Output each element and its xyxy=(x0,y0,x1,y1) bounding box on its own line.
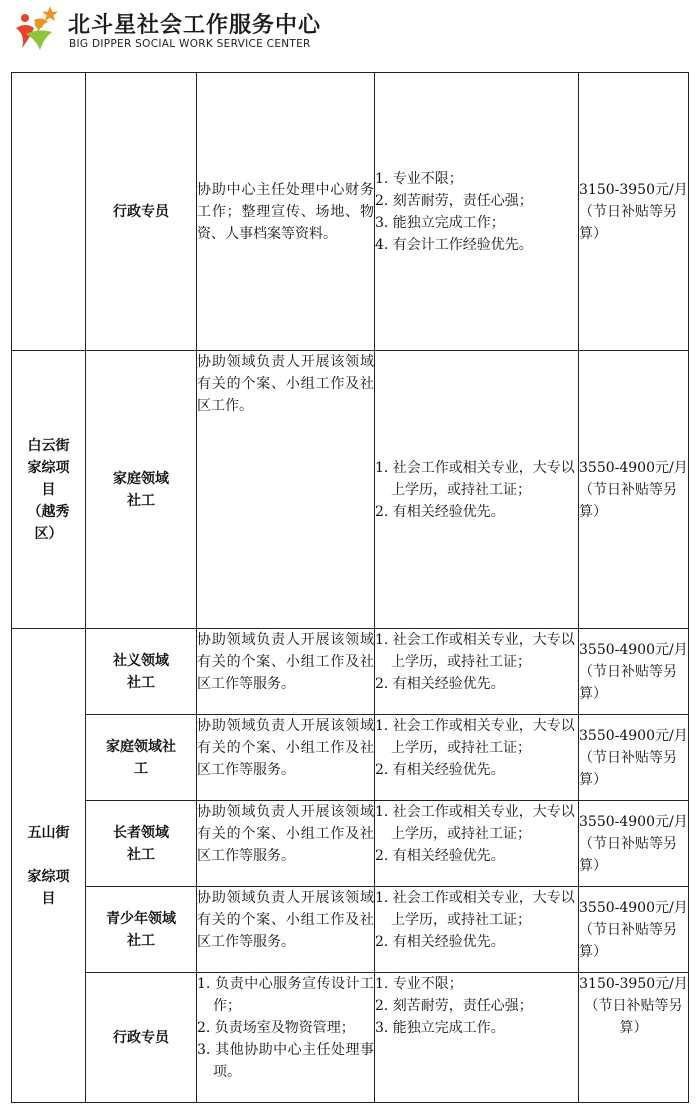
requirement-item: 2. 刻苦耐劳，责任心强； xyxy=(375,998,533,1014)
position-cell: 家庭领域社 工 xyxy=(86,715,197,801)
job-table xyxy=(11,72,689,1103)
duty-cell xyxy=(197,973,375,1103)
table-row xyxy=(12,715,689,801)
position-cell: 家庭领域 社工 xyxy=(86,351,197,629)
table-row xyxy=(12,973,689,1103)
duty-cell: 协助中心主任处理中心财务工作；整理宣传、场地、物资、人事档案等资料。 xyxy=(197,73,375,351)
duty-cell: 协助领域负责人开展该领域有关的个案、小组工作及社区工作等服务。 xyxy=(197,715,375,801)
requirements-cell xyxy=(375,629,579,715)
big-dipper-logo-icon xyxy=(12,4,64,54)
duty-cell: 协助领域负责人开展该领域有关的个案、小组工作及社区工作等服务。 xyxy=(197,887,375,973)
requirement-item: 2. 有相关经验优先。 xyxy=(375,676,505,692)
duty-cell: 协助领域负责人开展该领域有关的个案、小组工作及社区工作。 xyxy=(197,351,375,629)
table-row xyxy=(12,801,689,887)
salary-cell: 3550-4900元/月（节日补贴等另算） xyxy=(579,351,689,629)
requirement-item: 1. 社会工作或相关专业，大专以上学历，或持社工证； xyxy=(375,718,575,756)
requirements-cell xyxy=(375,887,579,973)
duty-item: 1. 负责中心服务宣传设计工作； xyxy=(197,976,374,1014)
position-cell: 社义领域 社工 xyxy=(86,629,197,715)
requirement-item: 1. 专业不限； xyxy=(375,170,463,187)
area-cell-empty xyxy=(12,73,86,351)
requirements-cell xyxy=(375,973,579,1103)
duty-item: 3. 其他协助中心主任处理事项。 xyxy=(197,1042,374,1080)
requirement-item: 1. 社会工作或相关专业，大专以上学历，或持社工证； xyxy=(375,459,575,498)
salary-cell: 3550-4900元/月（节日补贴等另算） xyxy=(579,629,689,715)
table-row xyxy=(12,73,689,351)
requirement-item: 4. 有会计工作经验优先。 xyxy=(375,236,533,253)
requirement-item: 2. 有相关经验优先。 xyxy=(375,934,505,950)
page-header xyxy=(0,0,700,72)
requirement-item: 3. 能独立完成工作。 xyxy=(375,1020,505,1036)
salary-cell: 3550-4900元/月（节日补贴等另算） xyxy=(579,801,689,887)
org-name-english: BIG DIPPER SOCIAL WORK SERVICE CENTER xyxy=(69,38,311,50)
table-row xyxy=(12,629,689,715)
requirement-item: 1. 专业不限； xyxy=(375,976,463,992)
position-cell: 青少年领域 社工 xyxy=(86,887,197,973)
requirements-cell xyxy=(375,801,579,887)
salary-cell: 3550-4900元/月（节日补贴等另算） xyxy=(579,715,689,801)
requirement-item: 2. 刻苦耐劳，责任心强； xyxy=(375,192,533,209)
requirement-item: 1. 社会工作或相关专业，大专以上学历，或持社工证； xyxy=(375,890,575,928)
org-name: 北斗星社会工作服务中心 xyxy=(68,13,322,38)
requirements-cell xyxy=(375,715,579,801)
requirements-cell xyxy=(375,73,579,351)
requirement-item: 2. 有相关经验优先。 xyxy=(375,762,505,778)
requirement-item: 3. 能独立完成工作； xyxy=(375,214,505,231)
duty-cell: 协助领域负责人开展该领域有关的个案、小组工作及社区工作等服务。 xyxy=(197,801,375,887)
table-row xyxy=(12,351,689,629)
salary-cell: 3150-3950元/月（节日补贴等另算） xyxy=(579,973,689,1103)
requirement-item: 2. 有相关经验优先。 xyxy=(375,503,505,520)
table-row xyxy=(12,887,689,973)
requirement-item: 1. 社会工作或相关专业，大专以上学历，或持社工证； xyxy=(375,804,575,842)
salary-cell: 3150-3950元/月（节日补贴等另算） xyxy=(579,73,689,351)
salary-cell: 3550-4900元/月（节日补贴等另算） xyxy=(579,887,689,973)
requirement-item: 2. 有相关经验优先。 xyxy=(375,848,505,864)
position-cell: 长者领域 社工 xyxy=(86,801,197,887)
duty-cell: 协助领域负责人开展该领域有关的个案、小组工作及社区工作等服务。 xyxy=(197,629,375,715)
position-cell: 行政专员 xyxy=(86,973,197,1103)
area-cell: 白云街 家综项 目 （越秀 区） xyxy=(12,351,86,629)
requirements-cell xyxy=(375,351,579,629)
area-cell: 五山街 家综项 目 xyxy=(12,629,86,1103)
requirement-item: 1. 社会工作或相关专业，大专以上学历，或持社工证； xyxy=(375,632,575,670)
position-cell: 行政专员 xyxy=(86,73,197,351)
duty-item: 2. 负责场室及物资管理； xyxy=(197,1020,355,1036)
